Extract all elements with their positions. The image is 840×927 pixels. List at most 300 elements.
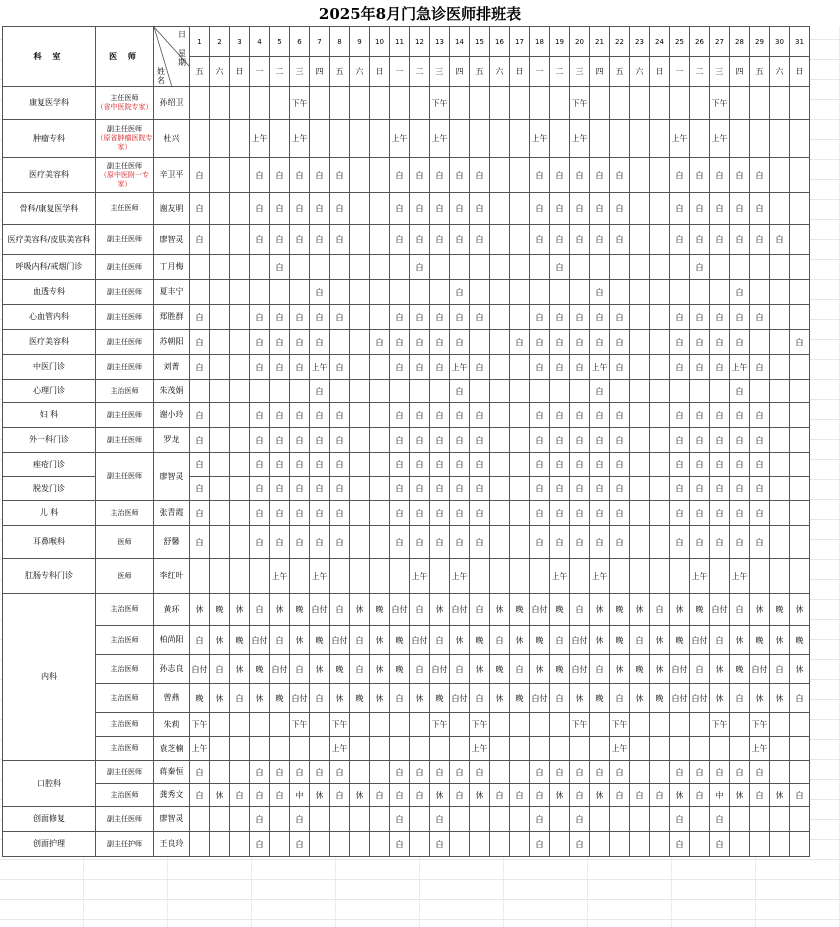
shift-cell	[690, 807, 710, 832]
shift-cell: 白	[470, 501, 490, 526]
shift-cell: 白	[310, 453, 330, 477]
shift-cell: 上午	[430, 120, 450, 158]
doctor-title: 副主任医师	[107, 161, 142, 170]
shift-cell	[230, 120, 250, 158]
shift-cell: 白	[590, 280, 610, 305]
shift-cell	[610, 280, 630, 305]
weekday-header: 二	[550, 57, 570, 87]
shift-cell	[350, 305, 370, 330]
shift-cell: 休	[570, 684, 590, 713]
shift-cell: 白	[310, 761, 330, 784]
shift-cell: 休	[290, 626, 310, 655]
shift-cell: 白	[730, 428, 750, 453]
shift-cell: 下午	[710, 713, 730, 737]
shift-cell	[370, 761, 390, 784]
shift-cell	[210, 380, 230, 403]
shift-cell: 白	[610, 784, 630, 807]
shift-cell: 白	[610, 225, 630, 255]
shift-cell: 白	[470, 594, 490, 626]
shift-cell	[190, 807, 210, 832]
shift-cell: 白	[310, 305, 330, 330]
shift-cell	[730, 807, 750, 832]
shift-cell: 休	[310, 655, 330, 684]
shift-cell	[770, 355, 790, 380]
dept-cell: 耳鼻喉科	[3, 526, 96, 559]
shift-cell: 晚	[330, 655, 350, 684]
shift-cell	[210, 158, 230, 193]
shift-cell: 休	[250, 684, 270, 713]
shift-cell	[370, 477, 390, 501]
shift-cell	[790, 255, 810, 280]
shift-cell	[490, 255, 510, 280]
date-header: 8	[330, 27, 350, 57]
shift-cell	[790, 501, 810, 526]
title-cell	[96, 403, 154, 428]
shift-cell	[350, 832, 370, 857]
date-header: 12	[410, 27, 430, 57]
shift-cell	[270, 87, 290, 120]
shift-cell: 白付	[690, 684, 710, 713]
shift-cell	[290, 280, 310, 305]
dept-cell: 骨科/康复医学科	[3, 193, 96, 225]
doctor-title: 副主任医师	[107, 235, 142, 243]
schedule-row	[3, 737, 810, 761]
weekday-header: 五	[470, 57, 490, 87]
shift-cell: 上午	[690, 559, 710, 594]
shift-cell	[330, 559, 350, 594]
shift-cell	[490, 158, 510, 193]
title-cell	[96, 594, 154, 626]
shift-cell	[690, 832, 710, 857]
shift-cell	[290, 380, 310, 403]
shift-cell: 白	[270, 305, 290, 330]
shift-cell	[630, 453, 650, 477]
shift-cell: 休	[790, 655, 810, 684]
shift-cell: 白	[190, 501, 210, 526]
weekday-header: 一	[250, 57, 270, 87]
shift-cell: 休	[270, 594, 290, 626]
shift-cell: 休	[730, 784, 750, 807]
shift-cell: 白付	[450, 594, 470, 626]
shift-cell: 白	[310, 193, 330, 225]
shift-cell: 下午	[570, 713, 590, 737]
doctor-name: 谢友明	[154, 193, 190, 225]
shift-cell: 休	[550, 784, 570, 807]
shift-cell: 白	[450, 193, 470, 225]
shift-cell: 白	[730, 761, 750, 784]
shift-cell	[790, 453, 810, 477]
shift-cell: 白	[410, 255, 430, 280]
shift-cell: 白	[390, 193, 410, 225]
date-header: 13	[430, 27, 450, 57]
shift-cell	[310, 737, 330, 761]
shift-cell: 白	[590, 403, 610, 428]
shift-cell: 白	[470, 453, 490, 477]
shift-cell: 白	[690, 158, 710, 193]
shift-cell	[770, 526, 790, 559]
shift-cell: 白	[190, 477, 210, 501]
shift-cell	[230, 559, 250, 594]
shift-cell	[250, 559, 270, 594]
shift-cell	[270, 737, 290, 761]
shift-cell: 白	[450, 526, 470, 559]
shift-cell: 上午	[590, 559, 610, 594]
shift-cell: 休	[370, 655, 390, 684]
shift-cell	[430, 380, 450, 403]
shift-cell	[310, 255, 330, 280]
shift-cell: 白	[190, 626, 210, 655]
doctor-name: 孙志良	[154, 655, 190, 684]
title-cell	[96, 655, 154, 684]
shift-cell: 白	[590, 380, 610, 403]
doctor-name: 廖智灵	[154, 225, 190, 255]
shift-cell	[370, 193, 390, 225]
shift-cell: 白	[590, 526, 610, 559]
shift-cell: 白	[570, 305, 590, 330]
shift-cell	[690, 737, 710, 761]
shift-cell: 白	[290, 193, 310, 225]
shift-cell: 白	[530, 193, 550, 225]
shift-cell: 休	[370, 626, 390, 655]
shift-cell	[370, 355, 390, 380]
shift-cell	[770, 559, 790, 594]
shift-cell: 白	[290, 355, 310, 380]
shift-cell	[650, 120, 670, 158]
shift-cell	[630, 225, 650, 255]
shift-cell: 白	[570, 832, 590, 857]
shift-cell: 白	[730, 403, 750, 428]
shift-cell	[650, 158, 670, 193]
shift-cell: 白	[470, 305, 490, 330]
shift-cell	[210, 713, 230, 737]
shift-cell: 白	[570, 355, 590, 380]
shift-cell: 白	[290, 761, 310, 784]
shift-cell	[650, 453, 670, 477]
shift-cell	[550, 737, 570, 761]
shift-cell: 白	[390, 501, 410, 526]
shift-cell: 白	[710, 428, 730, 453]
shift-cell	[770, 120, 790, 158]
shift-cell: 白	[730, 280, 750, 305]
shift-cell: 晚	[510, 684, 530, 713]
shift-cell: 白	[330, 501, 350, 526]
shift-cell: 白付	[670, 655, 690, 684]
shift-cell: 白付	[290, 684, 310, 713]
shift-cell	[230, 225, 250, 255]
shift-cell	[770, 403, 790, 428]
shift-cell: 白	[410, 501, 430, 526]
shift-cell	[650, 559, 670, 594]
shift-cell	[770, 453, 790, 477]
schedule-row	[3, 255, 810, 280]
shift-cell: 白	[710, 225, 730, 255]
dept-cell: 口腔科	[3, 761, 96, 807]
shift-cell: 白	[290, 477, 310, 501]
schedule-row	[3, 807, 810, 832]
shift-cell: 白	[710, 330, 730, 355]
weekday-header: 日	[230, 57, 250, 87]
shift-cell	[370, 559, 390, 594]
shift-cell	[670, 280, 690, 305]
shift-cell: 白	[410, 428, 430, 453]
shift-cell: 白	[310, 225, 330, 255]
shift-cell: 白	[610, 403, 630, 428]
shift-cell: 白付	[690, 626, 710, 655]
shift-cell	[790, 807, 810, 832]
shift-cell: 白	[610, 193, 630, 225]
shift-cell	[790, 477, 810, 501]
date-header: 21	[590, 27, 610, 57]
date-header: 28	[730, 27, 750, 57]
shift-cell	[510, 559, 530, 594]
shift-cell: 下午	[750, 713, 770, 737]
shift-cell	[630, 501, 650, 526]
shift-cell: 白	[670, 330, 690, 355]
doctor-name: 杜兴	[154, 120, 190, 158]
weekday-header: 六	[350, 57, 370, 87]
shift-cell	[390, 737, 410, 761]
shift-cell: 白	[730, 501, 750, 526]
shift-cell	[350, 120, 370, 158]
shift-cell	[750, 832, 770, 857]
shift-cell	[630, 713, 650, 737]
shift-cell: 白	[590, 761, 610, 784]
shift-cell	[230, 87, 250, 120]
title-cell	[96, 380, 154, 403]
shift-cell	[410, 713, 430, 737]
doctor-name: 朱莉	[154, 713, 190, 737]
doctor-title: 副主任医师	[107, 472, 142, 480]
date-header: 10	[370, 27, 390, 57]
weekday-header: 六	[490, 57, 510, 87]
shift-cell: 白	[530, 784, 550, 807]
dept-cell: 中医门诊	[3, 355, 96, 380]
shift-cell	[210, 832, 230, 857]
shift-cell	[370, 280, 390, 305]
shift-cell	[210, 280, 230, 305]
shift-cell: 白	[750, 428, 770, 453]
shift-cell: 白	[390, 832, 410, 857]
weekday-header: 五	[330, 57, 350, 87]
shift-cell: 白	[590, 193, 610, 225]
doctor-title-note: （省中医院专家）	[96, 103, 153, 111]
date-header: 14	[450, 27, 470, 57]
shift-cell	[690, 120, 710, 158]
shift-cell	[210, 428, 230, 453]
shift-cell: 白	[190, 305, 210, 330]
shift-cell	[270, 807, 290, 832]
shift-cell: 白	[410, 225, 430, 255]
shift-cell	[490, 225, 510, 255]
shift-cell	[510, 832, 530, 857]
shift-cell: 休	[330, 684, 350, 713]
shift-cell: 白	[510, 330, 530, 355]
shift-cell	[670, 255, 690, 280]
shift-cell: 白	[530, 428, 550, 453]
shift-cell	[370, 255, 390, 280]
shift-cell	[210, 453, 230, 477]
shift-cell: 白	[750, 526, 770, 559]
schedule-row	[3, 403, 810, 428]
date-header: 11	[390, 27, 410, 57]
shift-cell: 白	[410, 453, 430, 477]
weekday-header: 三	[430, 57, 450, 87]
shift-cell: 白	[390, 158, 410, 193]
shift-cell: 休	[590, 626, 610, 655]
shift-cell: 白	[790, 684, 810, 713]
shift-cell: 白	[610, 428, 630, 453]
shift-cell: 白	[310, 330, 330, 355]
title-cell	[96, 526, 154, 559]
shift-cell	[510, 807, 530, 832]
doctor-name: 朱茂娟	[154, 380, 190, 403]
shift-cell: 白	[210, 655, 230, 684]
shift-cell: 晚	[310, 626, 330, 655]
shift-cell	[730, 87, 750, 120]
shift-cell	[210, 761, 230, 784]
shift-cell	[550, 713, 570, 737]
shift-cell: 白	[330, 594, 350, 626]
shift-cell: 白	[450, 225, 470, 255]
shift-cell: 白	[610, 684, 630, 713]
shift-cell	[750, 380, 770, 403]
shift-cell: 白	[730, 526, 750, 559]
shift-cell: 白	[390, 526, 410, 559]
doctor-title: 主治医师	[110, 605, 139, 613]
shift-cell: 白	[510, 655, 530, 684]
shift-cell: 白	[530, 453, 550, 477]
title-cell	[96, 193, 154, 225]
shift-cell	[750, 807, 770, 832]
shift-cell: 休	[450, 626, 470, 655]
shift-cell: 白	[570, 526, 590, 559]
shift-cell: 白	[590, 477, 610, 501]
shift-cell: 晚	[610, 626, 630, 655]
shift-cell: 白	[410, 305, 430, 330]
shift-cell: 白	[430, 626, 450, 655]
date-header: 6	[290, 27, 310, 57]
shift-cell: 晚	[350, 684, 370, 713]
shift-cell: 白	[310, 428, 330, 453]
shift-cell: 白付	[750, 655, 770, 684]
shift-cell	[710, 380, 730, 403]
title-cell	[96, 330, 154, 355]
shift-cell: 白	[450, 477, 470, 501]
shift-cell: 白	[710, 403, 730, 428]
shift-cell: 白	[450, 655, 470, 684]
shift-cell: 白	[310, 477, 330, 501]
shift-cell	[570, 380, 590, 403]
shift-cell: 休	[310, 784, 330, 807]
shift-cell	[370, 305, 390, 330]
shift-cell: 晚	[750, 626, 770, 655]
shift-cell: 晚	[730, 655, 750, 684]
shift-cell: 上午	[670, 120, 690, 158]
shift-cell: 下午	[570, 87, 590, 120]
shift-cell	[790, 380, 810, 403]
shift-cell: 白	[550, 158, 570, 193]
shift-cell	[610, 380, 630, 403]
shift-cell: 白	[290, 158, 310, 193]
shift-cell: 白	[390, 684, 410, 713]
shift-cell: 白	[530, 807, 550, 832]
shift-cell: 上午	[750, 737, 770, 761]
shift-cell: 休	[670, 784, 690, 807]
shift-cell: 白	[710, 626, 730, 655]
shift-cell: 白	[410, 403, 430, 428]
shift-cell	[450, 832, 470, 857]
shift-cell	[790, 120, 810, 158]
shift-cell	[650, 807, 670, 832]
shift-cell	[230, 355, 250, 380]
shift-cell: 白	[710, 305, 730, 330]
shift-cell	[550, 807, 570, 832]
shift-cell: 白	[350, 626, 370, 655]
shift-cell: 上午	[450, 559, 470, 594]
shift-cell: 白	[750, 784, 770, 807]
shift-cell	[730, 120, 750, 158]
shift-cell: 白	[550, 403, 570, 428]
shift-cell	[490, 305, 510, 330]
weekday-header: 五	[190, 57, 210, 87]
shift-cell: 白	[490, 626, 510, 655]
shift-cell: 白	[450, 428, 470, 453]
shift-cell	[510, 501, 530, 526]
shift-cell	[210, 120, 230, 158]
shift-cell	[630, 158, 650, 193]
shift-cell: 白	[290, 832, 310, 857]
shift-cell: 白	[730, 193, 750, 225]
shift-cell: 白	[530, 832, 550, 857]
shift-cell: 休	[670, 594, 690, 626]
shift-cell	[230, 807, 250, 832]
title-cell	[96, 761, 154, 784]
shift-cell: 白	[470, 428, 490, 453]
shift-cell: 白	[270, 477, 290, 501]
shift-cell: 上午	[190, 737, 210, 761]
shift-cell: 白	[670, 225, 690, 255]
shift-cell	[470, 832, 490, 857]
date-header: 31	[790, 27, 810, 57]
shift-cell: 白	[430, 477, 450, 501]
date-header: 4	[250, 27, 270, 57]
shift-cell: 白	[270, 158, 290, 193]
weekday-header: 日	[370, 57, 390, 87]
shift-cell	[590, 120, 610, 158]
shift-cell	[230, 380, 250, 403]
shift-cell	[270, 832, 290, 857]
date-header: 9	[350, 27, 370, 57]
shift-cell: 上午	[610, 737, 630, 761]
shift-cell	[350, 193, 370, 225]
weekday-header: 一	[670, 57, 690, 87]
shift-cell: 白	[590, 158, 610, 193]
schedule-row	[3, 87, 810, 120]
shift-cell: 白	[670, 807, 690, 832]
shift-cell	[770, 713, 790, 737]
shift-cell: 白	[270, 784, 290, 807]
shift-cell	[390, 280, 410, 305]
doctor-name: 刘菁	[154, 355, 190, 380]
shift-cell	[510, 428, 530, 453]
shift-cell	[370, 807, 390, 832]
shift-cell: 白	[330, 784, 350, 807]
date-header: 15	[470, 27, 490, 57]
shift-cell: 白	[690, 330, 710, 355]
shift-cell	[570, 280, 590, 305]
shift-cell: 休	[750, 594, 770, 626]
shift-cell	[490, 501, 510, 526]
